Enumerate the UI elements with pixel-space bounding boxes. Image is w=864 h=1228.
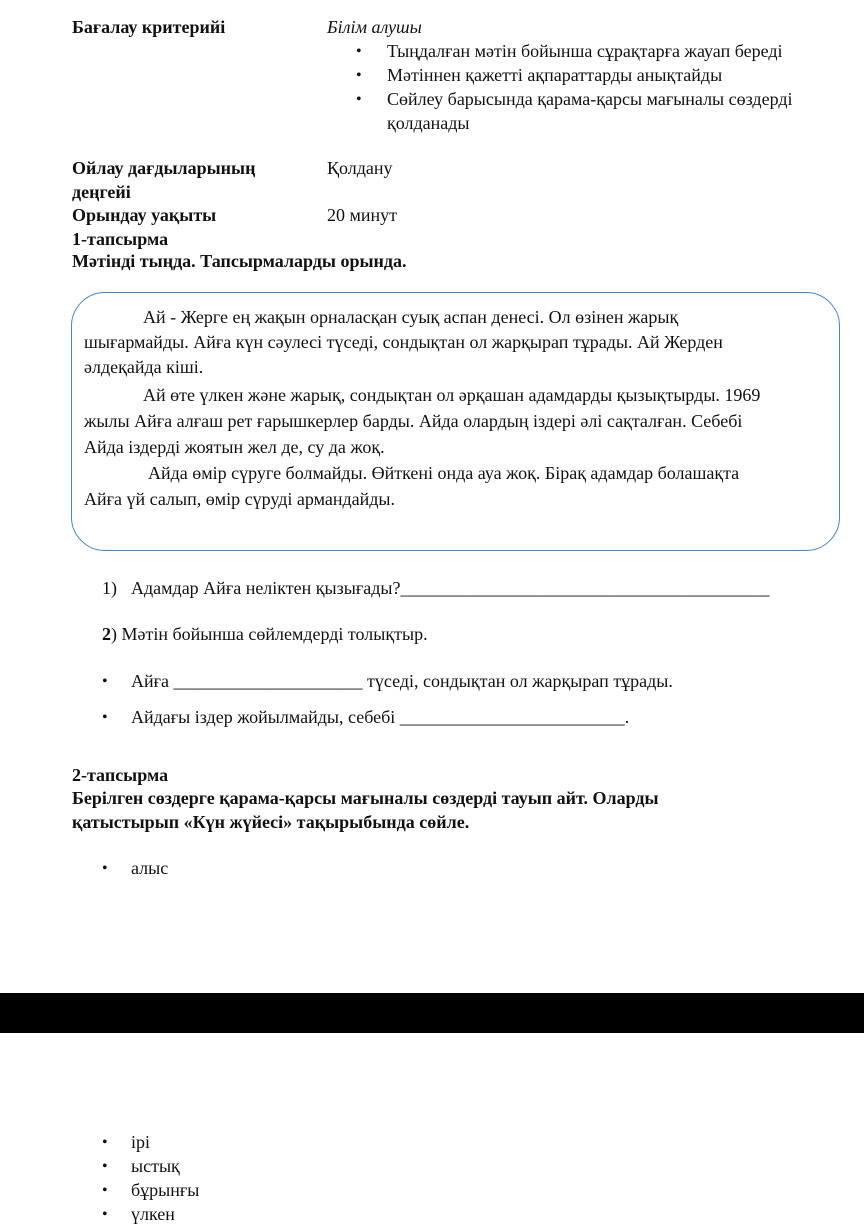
word-item: ірі — [131, 1132, 151, 1152]
bullet-icon: • — [102, 1134, 108, 1151]
criteria-item: Тыңдалған мәтін бойынша сұрақтарға жауап береді — [387, 41, 783, 61]
criteria-label: Бағалау критерийі — [72, 17, 226, 37]
word-item: алыс — [131, 858, 169, 878]
black-bar — [0, 993, 864, 1033]
passage-line: Айға үй салып, өмір сүруді армандайды. — [84, 489, 396, 509]
time-value: 20 минут — [327, 205, 398, 225]
sentence-1-start: Айға — [131, 671, 170, 691]
task2-instruction: Берілген сөздерге қарама-қарсы мағыналы сөздерді тауып айт. Оларды — [72, 788, 659, 808]
question-2-text: ) Мәтін бойынша сөйлемдерді толықтыр. — [111, 624, 428, 644]
thinking-label: Ойлау дағдыларының — [72, 158, 256, 178]
passage-line: шығармайды. Айға күн сәулесі түседі, сондықтан ол жарқырап тұрады. Ай Жерден — [84, 332, 723, 352]
sentence-2-end: . — [624, 707, 630, 727]
bullet-icon: • — [102, 709, 108, 726]
passage-line: әлдеқайда кіші. — [84, 357, 204, 377]
criteria-heading: Білім алушы — [327, 17, 422, 37]
passage-line: Ай - Жерге ең жақын орналасқан суық аспан денесі. Ол өзінен жарық — [143, 307, 679, 327]
word-item: бұрынғы — [131, 1180, 200, 1200]
sentence-1-end: түседі, сондықтан ол жарқырап тұрады. — [367, 671, 673, 691]
word-item: үлкен — [131, 1204, 175, 1224]
question-2-number: 2 — [102, 624, 111, 644]
passage-line: жылы Айға алғаш рет ғарышкерлер барды. Айда олардың іздері әлі сақталған. Себебі — [84, 411, 743, 431]
bullet-icon: • — [102, 860, 108, 877]
bullet-icon: • — [356, 43, 362, 60]
question-2 — [102, 622, 428, 646]
time-label: Орындау уақыты — [72, 205, 217, 225]
word-item: ыстық — [131, 1156, 180, 1176]
sentence-2 — [131, 705, 629, 729]
passage-line: Ай өте үлкен және жарық, сондықтан ол әрқашан адамдарды қызықтырды. 1969 — [143, 385, 761, 405]
bullet-icon: • — [102, 673, 108, 690]
bullet-icon: • — [356, 67, 362, 84]
bullet-icon: • — [356, 91, 362, 108]
bullet-icon: • — [102, 1158, 108, 1175]
answer-blank[interactable]: _________________________________________ — [400, 578, 770, 598]
sentence-1 — [131, 669, 673, 693]
sentence-2-start: Айдағы іздер жойылмайды, себебі — [131, 707, 396, 727]
task1-instruction: Мәтінді тыңда. Тапсырмаларды орында. — [72, 251, 407, 271]
task1-title: 1-тапсырма — [72, 229, 169, 249]
thinking-value: Қолдану — [327, 158, 393, 178]
bullet-icon: • — [102, 1182, 108, 1199]
task2-instruction-line2: қатыстырып «Күн жүйесі» тақырыбында сөйле. — [72, 812, 470, 832]
task2-title: 2-тапсырма — [72, 765, 169, 785]
criteria-item: Сөйлеу барысында қарама-қарсы мағыналы сөздерді — [387, 89, 793, 109]
passage-line: Айда іздерді жоятын жел де, су да жоқ. — [84, 437, 385, 457]
question-1 — [131, 576, 769, 600]
passage-line: Айда өмір сүруге болмайды. Өйткені онда ауа жоқ. Бірақ адамдар болашақта — [148, 463, 740, 483]
thinking-label-line2: деңгейі — [72, 182, 131, 202]
bullet-icon: • — [102, 1206, 108, 1223]
answer-blank[interactable]: _________________________ — [399, 707, 625, 727]
question-1-number: 1) — [102, 578, 117, 598]
answer-blank[interactable]: _____________________ — [173, 671, 363, 691]
question-1-text: Адамдар Айға неліктен қызығады? — [131, 578, 401, 598]
criteria-item: Мәтіннен қажетті ақпараттарды анықтайды — [387, 65, 723, 85]
criteria-item-continuation: қолданады — [387, 113, 470, 133]
